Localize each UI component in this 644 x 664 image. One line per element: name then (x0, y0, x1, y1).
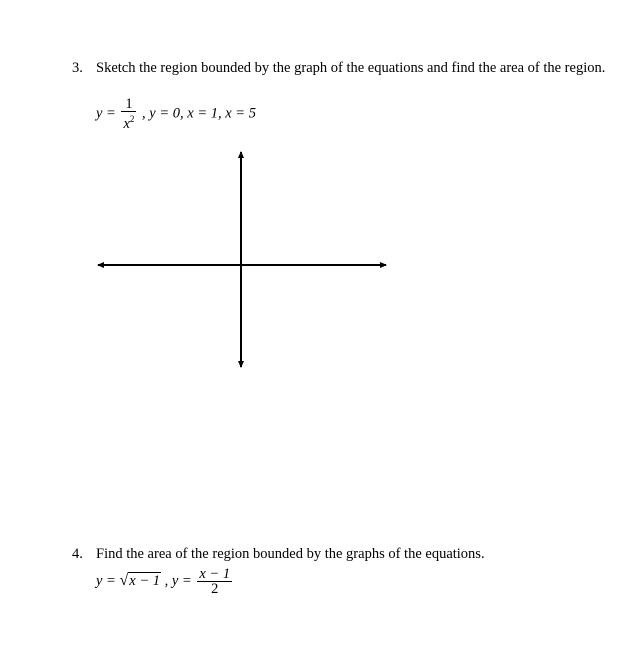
problem-4-separator: , y = (164, 572, 192, 589)
problem-4-text: Find the area of the region bounded by the graphs of the equations. (96, 546, 485, 562)
problem-4-number: 4. (72, 546, 83, 562)
problem-4-frac-numerator: x − 1 (199, 566, 231, 582)
problem-4-fraction (197, 567, 232, 596)
coordinate-axes (96, 150, 388, 370)
problem-3-equations (96, 97, 256, 131)
problem-4-equations (96, 567, 234, 596)
problem-4-eq-lhs: y = (96, 572, 116, 589)
problem-4-sqrt-content: x − 1 (129, 572, 160, 589)
problem-3-eq-rest: , y = 0, x = 1, x = 5 (142, 105, 256, 122)
problem-3-eq-lhs: y = (96, 105, 116, 122)
problem-4-sqrt: √x − 1 (119, 571, 160, 589)
problem-3-text: Sketch the region bounded by the graph of the equations and find the area of the region. (96, 60, 606, 76)
problem-3-fraction (121, 97, 136, 131)
problem-3-frac-numerator: 1 (125, 96, 133, 112)
problem-3-number: 3. (72, 60, 83, 76)
problem-3-frac-denominator: $x^2$ (121, 111, 136, 131)
problem-4-frac-denominator: 2 (197, 581, 232, 596)
